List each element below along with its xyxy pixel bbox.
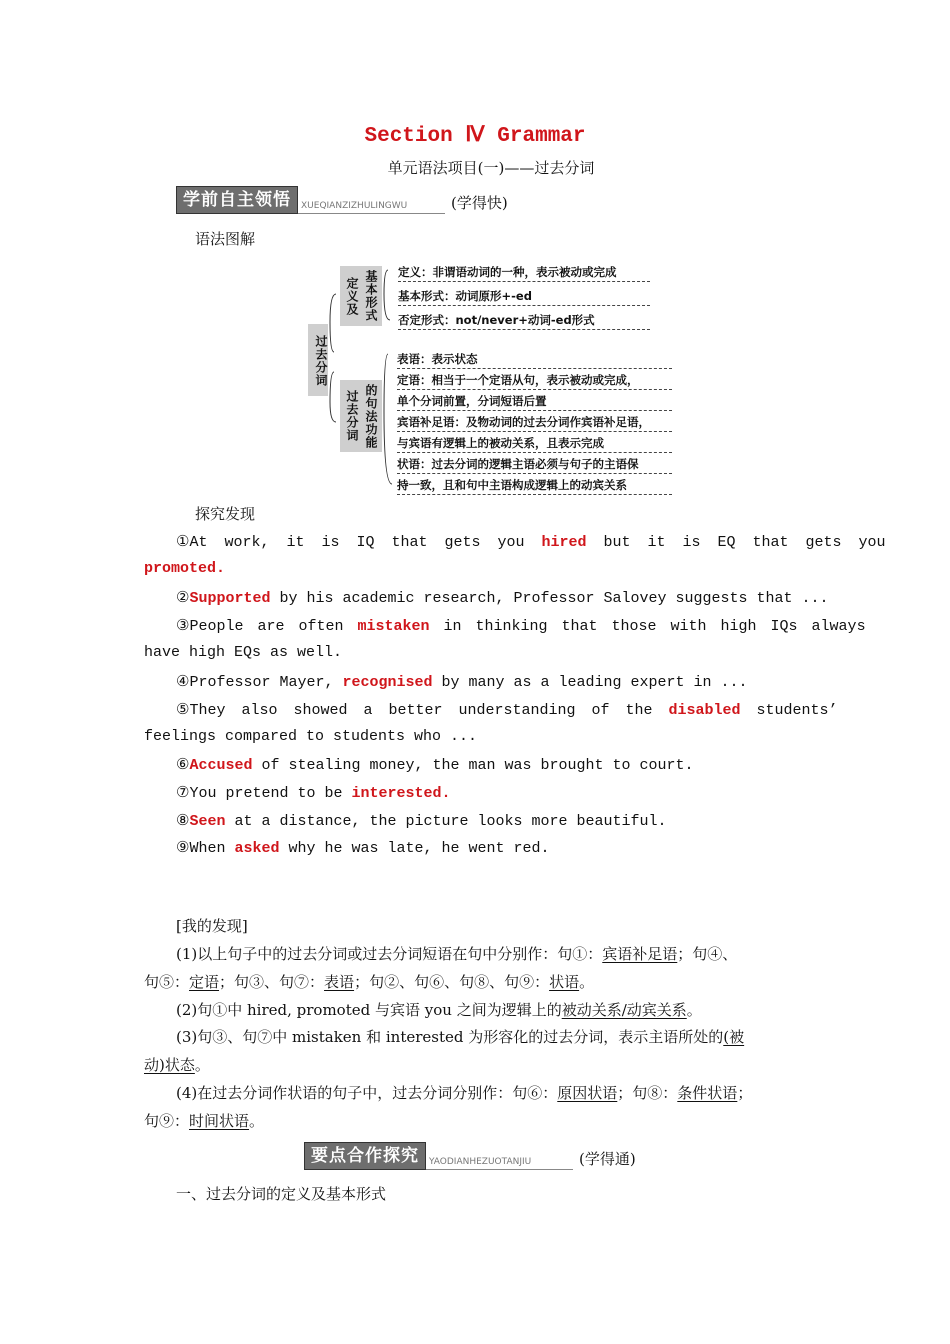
example-text: have high EQs as well. xyxy=(144,644,343,661)
banner-tag: (学得快) xyxy=(451,194,508,212)
diagram-item: 否定形式：not/never+动词-ed形式 xyxy=(398,312,650,330)
grammar-diagram-label: 语法图解 xyxy=(195,230,256,248)
example-text: at a distance, the picture looks more beautiful. xyxy=(225,813,667,830)
example-text: in thinking that those with high IQs always xyxy=(429,618,866,635)
answer: 表语 xyxy=(324,973,355,991)
diagram-branch-definition xyxy=(340,266,382,326)
branch-definition-col2: 基本形式 xyxy=(364,270,378,322)
explore-label: 探究发现 xyxy=(195,505,256,523)
highlight-word: disabled xyxy=(668,702,741,719)
example-text: ⑤They also showed a better understanding of the xyxy=(176,702,669,719)
finding-text: 句⑤： xyxy=(144,973,190,991)
example-5-cont xyxy=(144,728,809,745)
section-banner-preview xyxy=(176,186,508,214)
example-text: ⑦You pretend to be xyxy=(176,785,352,802)
finding-1 xyxy=(176,943,806,964)
example-text: ①At work, it is IQ that gets you xyxy=(176,534,542,551)
highlight-word: promoted. xyxy=(144,560,226,577)
example-text: by his academic research, Professor Salovey suggests that ... xyxy=(270,590,829,607)
example-text: ② xyxy=(176,590,190,607)
diagram-item: 状语：过去分词的逻辑主语必须与句子的主语保 xyxy=(397,456,672,474)
finding-2 xyxy=(176,999,841,1020)
banner-tag: (学得通) xyxy=(579,1150,636,1168)
finding-text: (1)以上句子中的过去分词或过去分词短语在句中分别作：句①： xyxy=(176,945,603,963)
diagram-item: 表语：表示状态 xyxy=(397,351,672,369)
example-text: by many as a leading expert in ... xyxy=(432,674,748,691)
finding-text: (3)句③、句⑦中 mistaken 和 interested 为形容化的过去分词，表示主语所处的 xyxy=(176,1028,724,1046)
finding-4 xyxy=(176,1082,808,1103)
banner-pinyin: XUEQIANZIZHULINGWU xyxy=(298,201,445,214)
page-subtitle: 单元语法项目(一)——过去分词 xyxy=(387,159,595,177)
banner-pinyin: YAODIANHEZUOTANJIU xyxy=(426,1157,573,1170)
finding-1-cont xyxy=(144,971,809,992)
finding-text: ；句③、句⑦： xyxy=(219,973,325,991)
example-3-cont xyxy=(144,644,809,661)
example-1 xyxy=(176,532,886,551)
finding-text: 。 xyxy=(686,1001,702,1019)
findings-heading: [我的发现] xyxy=(176,917,248,935)
section-banner-cooperation xyxy=(304,1142,636,1170)
finding-text: ； xyxy=(737,1084,753,1102)
finding-text: ；句②、句⑥、句⑧、句⑨： xyxy=(354,973,550,991)
example-text: ④Professor Mayer, xyxy=(176,674,343,691)
diagram-item: 定语：相当于一个定语从句，表示被动或完成， xyxy=(397,372,672,390)
answer: 时间状语 xyxy=(189,1112,250,1130)
answer: 宾语补足语 xyxy=(602,945,678,963)
example-text: ⑧ xyxy=(176,813,190,830)
example-8 xyxy=(176,811,841,830)
example-6 xyxy=(176,755,841,774)
answer: (被 xyxy=(723,1028,745,1046)
branch-function-col1: 过去分词 xyxy=(345,390,359,442)
example-text: but it is EQ that gets you xyxy=(586,534,886,551)
example-text: ③People are often xyxy=(176,618,358,635)
answer: 动)状态 xyxy=(144,1056,195,1074)
diagram-item: 基本形式：动词原形+-ed xyxy=(398,288,650,306)
page-title: Section Ⅳ Grammar xyxy=(364,125,586,148)
branch-definition-col1: 定义及 xyxy=(345,276,359,316)
diagram-item: 宾语补足语：及物动词的过去分词作宾语补足语， xyxy=(397,414,672,432)
grammar-diagram xyxy=(300,262,680,497)
answer: 原因状语 xyxy=(557,1084,618,1102)
finding-3-cont xyxy=(144,1054,809,1075)
finding-text: 。 xyxy=(579,973,595,991)
highlight-word: mistaken xyxy=(357,618,430,635)
example-1-cont xyxy=(144,560,809,577)
example-text: why he was late, he went red. xyxy=(279,840,550,857)
example-4 xyxy=(176,672,841,691)
highlight-word: interested. xyxy=(351,785,451,802)
example-2 xyxy=(176,588,841,607)
finding-text: (4)在过去分词作状语的句子中，过去分词分别作：句⑥： xyxy=(176,1084,558,1102)
section-heading-one: 一、过去分词的定义及基本形式 xyxy=(176,1185,387,1203)
answer: 状语 xyxy=(549,973,580,991)
example-text: of stealing money, the man was brought to court. xyxy=(252,757,694,774)
finding-text: 句⑨： xyxy=(144,1112,190,1130)
answer: 条件状语 xyxy=(677,1084,738,1102)
finding-text: ；句④、 xyxy=(677,945,738,963)
banner-title: 学前自主领悟 xyxy=(176,186,298,214)
answer: 定语 xyxy=(189,973,220,991)
branch-function-col2: 的句法功能 xyxy=(364,383,378,449)
finding-4-cont xyxy=(144,1110,809,1131)
finding-text: 。 xyxy=(194,1056,210,1074)
finding-text: (2)句①中 hired, promoted 与宾语 you 之间为逻辑上的 xyxy=(176,1001,562,1019)
example-3 xyxy=(176,616,866,635)
highlight-word: recognised xyxy=(342,674,433,691)
example-text: students’ xyxy=(740,702,838,719)
diagram-item: 与宾语有逻辑上的被动关系，且表示完成 xyxy=(397,435,672,453)
highlight-word: hired xyxy=(541,534,587,551)
highlight-word: Accused xyxy=(189,757,253,774)
example-text: feelings compared to students who ... xyxy=(144,728,478,745)
example-5 xyxy=(176,700,838,719)
example-7 xyxy=(176,783,841,802)
highlight-word: Seen xyxy=(189,813,226,830)
highlight-word: asked xyxy=(234,840,280,857)
diagram-branch-function xyxy=(340,380,382,452)
highlight-word: Supported xyxy=(189,590,271,607)
finding-3 xyxy=(176,1026,806,1047)
example-text: ⑥ xyxy=(176,757,190,774)
diagram-item: 单个分词前置，分词短语后置 xyxy=(397,393,672,411)
example-text: ⑨When xyxy=(176,840,235,857)
banner-title: 要点合作探究 xyxy=(304,1142,426,1170)
finding-text: ；句⑧： xyxy=(617,1084,678,1102)
example-9 xyxy=(176,838,841,857)
diagram-root: 过去分词 xyxy=(308,324,328,396)
diagram-item: 定义：非谓语动词的一种，表示被动或完成 xyxy=(398,264,650,282)
answer: 被动关系/动宾关系 xyxy=(561,1001,687,1019)
diagram-item: 持一致，且和句中主语构成逻辑上的动宾关系 xyxy=(397,477,672,495)
finding-text: 。 xyxy=(249,1112,265,1130)
